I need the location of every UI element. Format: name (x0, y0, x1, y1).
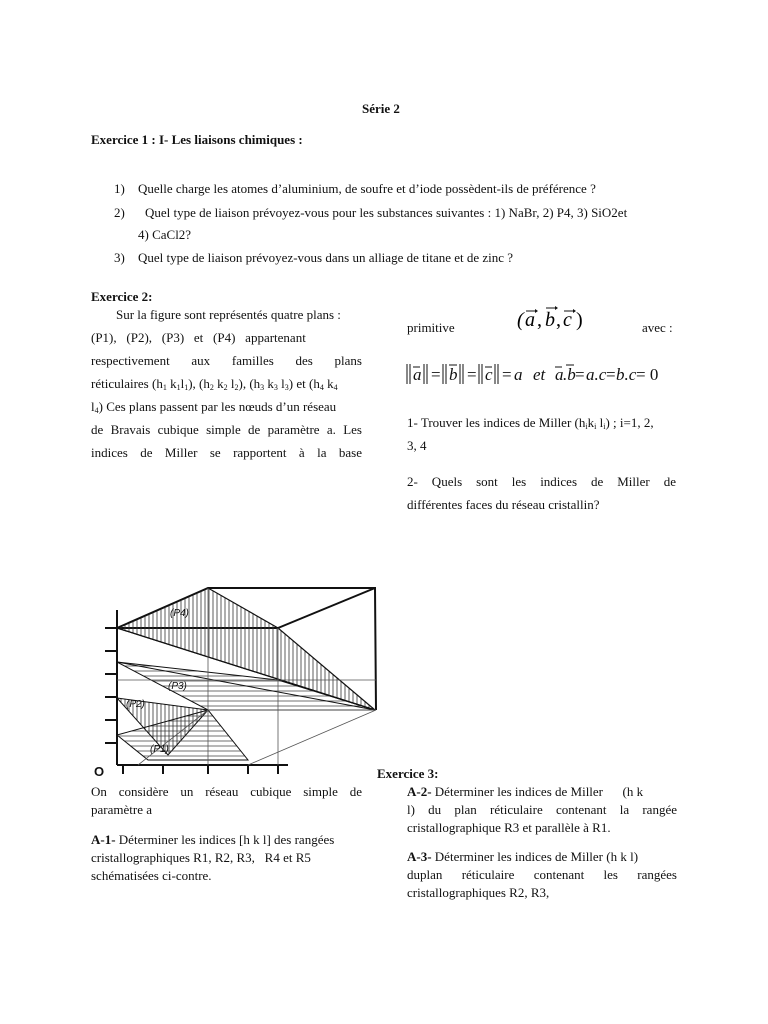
a3-label: A-3- (407, 849, 432, 864)
label-p1: (P1) (150, 744, 169, 755)
a2-text: Déterminer les indices de Miller (h k (431, 784, 644, 799)
label-p3: (P3) (168, 681, 187, 692)
ex2-line-2: (P1), (P2), (P3) et (P4) appartenant (91, 330, 306, 345)
svg-text:): ) (576, 309, 583, 331)
cubic-lattice-figure (88, 570, 388, 780)
ex1-item-2-text: Quel type de liaison prévoyez-vous pour les substances suivantes : 1) NaBr, 2) P4, 3) SiO2et (145, 205, 628, 220)
ex2-line-7: indices de Miller se rapportent à la base (91, 445, 362, 460)
ex1-item-1-num: 1) (114, 181, 125, 196)
svg-text:(: ( (517, 309, 524, 331)
ex1-item-3-num: 3) (114, 250, 125, 265)
ex3-a3-line3: cristallographiques R2, R3, (407, 885, 550, 900)
a1-label: A-1- (91, 832, 116, 847)
ex2-q1-cont: 3, 4 (407, 438, 427, 453)
svg-text:,: , (537, 309, 542, 331)
ex3-a3-line1 (407, 847, 677, 867)
ex1-item-3-text: Quel type de liaison prévoyez-vous dans un alliage de titane et de zinc ? (138, 250, 514, 265)
svg-text:b.c: b.c (616, 365, 637, 384)
ex2-q1: 1- Trouver les indices de Miller ($h_ik_i$ $l_i$) ; i=1, 2, (407, 415, 654, 431)
a1-text: Déterminer les indices [h k l] des rangées (115, 832, 335, 847)
svg-text:a: a (514, 365, 523, 384)
ex1-item-2-num: 2) (114, 205, 125, 220)
ex2-line-4: réticulaires ($h_1$ $k_1l_1$), ($h_2$ $k_2$ $l_2$), ($h_3$ $k_3$ $l_3$) et ($h_4$ $k_4$ (91, 376, 338, 392)
origin-label: O (94, 764, 105, 779)
svg-text:et: et (533, 365, 546, 384)
ex3-a1-line1 (91, 830, 362, 850)
ex3-intro-line2: paramètre a (91, 802, 152, 817)
svg-text:=: = (502, 365, 512, 384)
ex2-heading: Exercice 2: (91, 289, 153, 304)
svg-text:b: b (449, 365, 458, 384)
page-title: Série 2 (362, 101, 400, 116)
svg-text:c: c (485, 365, 493, 384)
svg-text:b: b (545, 309, 555, 331)
svg-text:=: = (431, 365, 441, 384)
label-p4: (P4) (170, 608, 189, 619)
a3-text: Déterminer les indices de Miller (h k l) (431, 849, 639, 864)
ex3-a1-line2: cristallographiques R1, R2, R3, R4 et R5 (91, 850, 311, 865)
norm-equation (405, 358, 659, 395)
ex3-a3-line2: duplan réticulaire contenant les rangées (407, 867, 677, 882)
ex3-a2-line3: cristallographique R3 et parallèle à R1. (407, 820, 611, 835)
ex2-line-1: Sur la figure sont représentés quatre plans : (116, 307, 341, 322)
a2-label: A-2- (407, 784, 432, 799)
ex3-intro-line1: On considère un réseau cubique simple de (91, 784, 362, 799)
ex2-q2-line1: 2- Quels sont les indices de Miller de (407, 474, 676, 489)
ex2-line-5: $l_4$) Ces plans passent par les nœuds d’un réseau (91, 399, 337, 415)
svg-text:a: a (413, 365, 422, 384)
svg-text:a: a (525, 309, 535, 331)
ex2-q2-line2: différentes faces du réseau cristallin? (407, 497, 600, 512)
ex3-heading: Exercice 3: (377, 766, 439, 781)
svg-text:=: = (606, 365, 616, 384)
svg-text:a.c: a.c (586, 365, 607, 384)
basis-vectors-formula (517, 306, 587, 336)
svg-text:.b: .b (563, 365, 576, 384)
svg-text:c: c (563, 309, 572, 331)
svg-text:,: , (556, 309, 561, 331)
basis-vectors (517, 306, 587, 342)
svg-text:=: = (575, 365, 585, 384)
ex2-primitive: primitive (407, 320, 455, 335)
ex2-line-3: respectivement aux familles des plans (91, 353, 362, 368)
ex3-a1-line3: schématisées ci-contre. (91, 868, 212, 883)
ex2-line-6: de Bravais cubique simple de paramètre a. Les (91, 422, 362, 437)
label-p2: (P2) (126, 699, 145, 710)
ex1-heading: Exercice 1 : I- Les liaisons chimiques : (91, 132, 303, 147)
svg-text:= 0: = 0 (636, 365, 659, 384)
norm-equation-formula (405, 358, 659, 390)
ex3-a2-line1 (407, 782, 677, 802)
ex3-a2-line2: l) du plan réticulaire contenant la rangée (407, 802, 677, 817)
svg-text:=: = (467, 365, 477, 384)
svg-text:a: a (555, 365, 564, 384)
ex1-item-1-text: Quelle charge les atomes d’aluminium, de soufre et d’iode possèdent-ils de préférence ? (138, 181, 596, 196)
ex1-item-2-cont: 4) CaCl2? (138, 227, 192, 242)
ex2-avec: avec : (642, 320, 673, 335)
